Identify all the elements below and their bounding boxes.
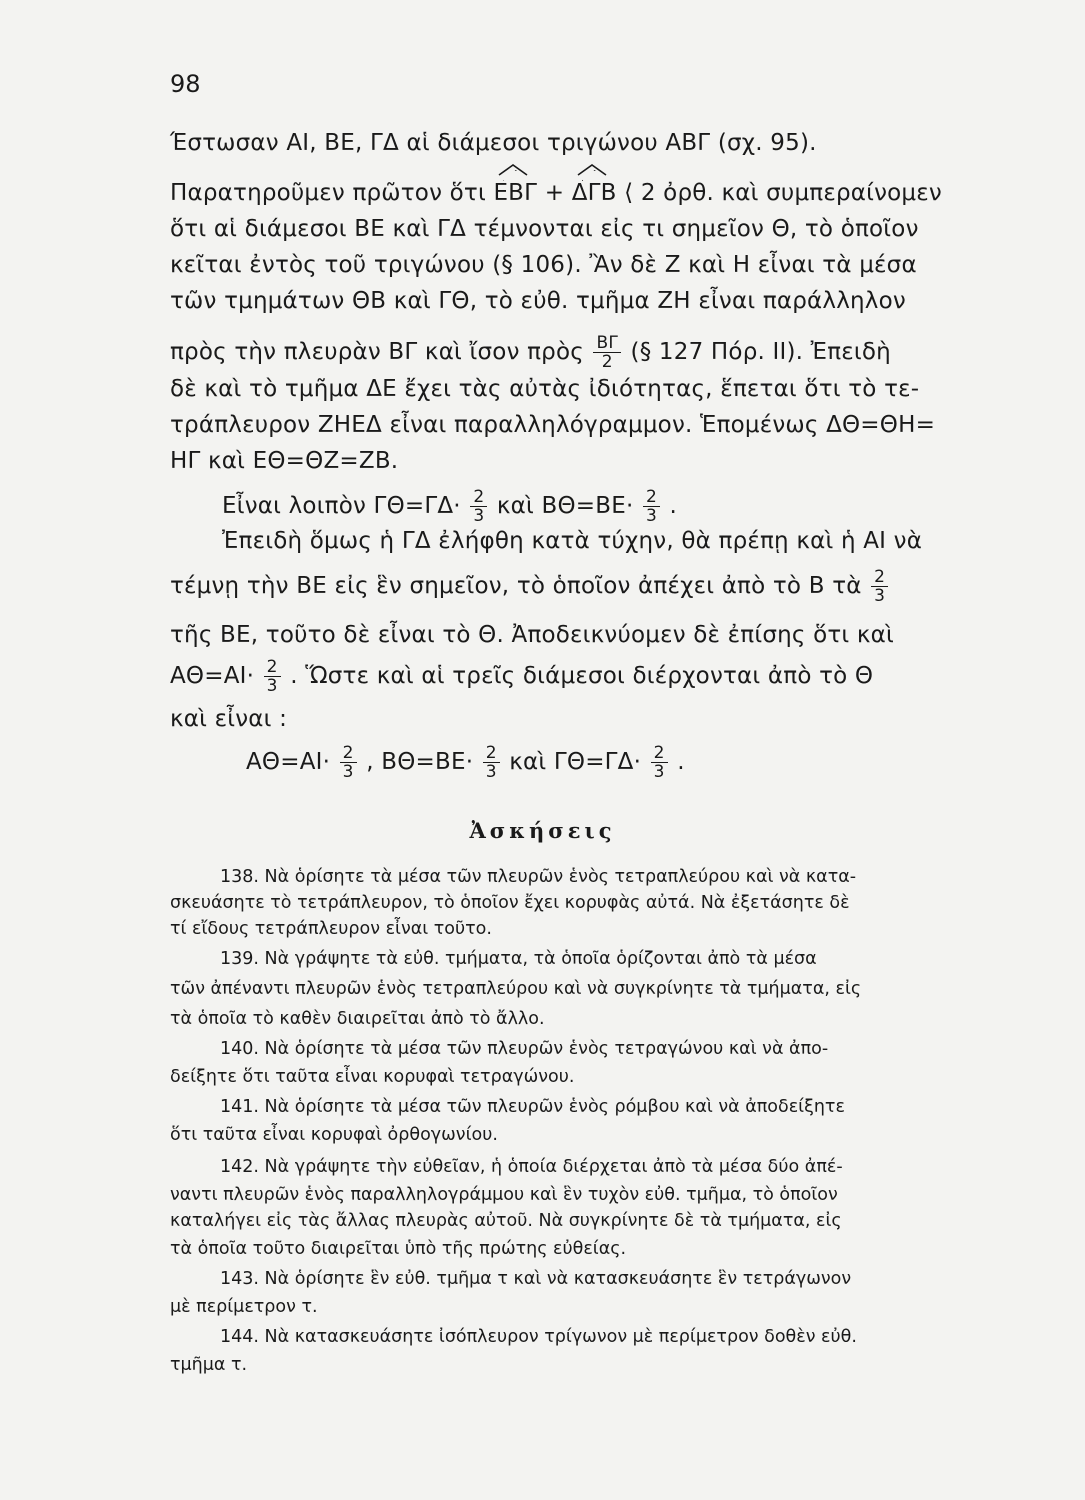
exercise-142-cont: ναντι πλευρῶν ἑνὸς παραλληλογράμμου καὶ ἓν τυχὸν εὐθ. τμῆμα, τὸ ὁποῖον — [170, 1185, 838, 1205]
text-line: ὅτι αἱ διάμεσοι ΒΕ καὶ ΓΔ τέμνονται εἰς τι σημεῖον Θ, τὸ ὁποῖον — [170, 216, 919, 242]
text-span: ⟨ 2 ὀρθ. καὶ συμπεραίνομεν — [624, 180, 942, 206]
fraction-denominator: 3 — [874, 586, 886, 606]
exercises-heading: Ἀσκήσεις — [469, 818, 616, 843]
exercise-139: 139. Νὰ γράψητε τὰ εὐθ. τμήματα, τὰ ὁποῖα ὁρίζονται ἀπὸ τὰ μέσα — [220, 949, 817, 969]
text-line: τράπλευρον ΖΗΕΔ εἶναι παραλληλόγραμμον. Ἑπομένως ΔΘ=ΘΗ= — [170, 412, 936, 438]
exercise-141-cont: ὅτι ταῦτα εἶναι κορυφαὶ ὀρθογωνίου. — [170, 1125, 498, 1145]
text-line: δὲ καὶ τὸ τμῆμα ΔΕ ἔχει τὰς αὐτὰς ἰδιότητας, ἕπεται ὅτι τὸ τε- — [170, 376, 920, 402]
exercise-139-cont: τὰ ὁποῖα τὸ καθὲν διαιρεῖται ἀπὸ τὸ ἄλλο. — [170, 1009, 545, 1029]
text-line — [170, 568, 1005, 605]
fraction-denominator: 3 — [645, 506, 658, 526]
angle-ebg — [493, 178, 537, 208]
text-span: Εἶναι λοιπὸν ΓΘ=ΓΔ· — [222, 493, 461, 519]
text-span: Παρατηροῦμεν πρῶτον ὅτι — [170, 180, 486, 206]
exercise-140: 140. Νὰ ὁρίσητε τὰ μέσα τῶν πλευρῶν ἑνὸς τετραγώνου καὶ νὰ ἀπο- — [220, 1039, 829, 1059]
fraction-numerator: 2 — [264, 658, 281, 677]
exercise-143: 143. Νὰ ὁρίσητε ἓν εὐθ. τμῆμα τ καὶ νὰ κατασκευάσητε ἓν τετράγωνον — [220, 1269, 852, 1289]
fraction-numerator: 2 — [340, 744, 357, 763]
fraction-denominator: 3 — [342, 762, 354, 782]
fraction — [593, 334, 621, 371]
fraction — [264, 658, 281, 695]
exercise-142: 142. Νὰ γράψητε τὴν εὐθεῖαν, ἡ ὁποία διέρχεται ἀπὸ τὰ μέσα δύο ἀπέ- — [220, 1157, 843, 1177]
fraction-denominator: 3 — [266, 676, 278, 696]
text-span: ΑΘ=ΑΙ· — [170, 663, 255, 689]
text-line: Εἶναι λοιπὸν ΓΘ=ΓΔ· $\frac{2}{3}$ καὶ ΒΘ=ΒΕ· $\frac{2}{3}$ . — [222, 487, 678, 526]
fraction — [483, 744, 500, 781]
fraction — [651, 744, 668, 781]
exercise-144: 144. Νὰ κατασκευάσητε ἰσόπλευρον τρίγωνον μὲ περίμετρον δοθὲν εὐθ. — [220, 1327, 857, 1347]
angle-hat-icon — [577, 164, 607, 176]
text-line: Έστωσαν ΑΙ, ΒΕ, ΓΔ αἱ διάμεσοι τριγώνου ΑΒΓ (σχ. 95). — [170, 130, 817, 156]
exercise-140-cont: δείξητε ὅτι ταῦτα εἶναι κορυφαὶ τετραγώνου. — [170, 1067, 575, 1087]
text-line — [170, 334, 1005, 371]
fraction-denominator: 3 — [653, 762, 665, 782]
formula-line: ΑΘ=ΑΙ· $\frac{2}{3}$ , ΒΘ=ΒΕ· $\frac{2}{3}$ καὶ ΓΘ=ΓΔ· $\frac{2}{3}$ . — [246, 743, 685, 782]
text-line: τῶν τμημάτων ΘΒ καὶ ΓΘ, τὸ εὐθ. τμῆμα ΖΗ εἶναι παράλληλον — [170, 288, 906, 314]
text-span: καὶ ΒΘ=ΒΕ· — [496, 493, 634, 519]
fraction — [871, 568, 888, 605]
exercise-144-cont: τμῆμα τ. — [170, 1355, 248, 1375]
fraction-numerator: ΒΓ — [593, 334, 621, 353]
text-span: πρὸς τὴν πλευρὰν ΒΓ καὶ ἴσον πρὸς — [170, 339, 584, 365]
exercise-138: 138. Νὰ ὁρίσητε τὰ μέσα τῶν πλευρῶν ἑνὸς τετραπλεύρου καὶ νὰ κατα- — [220, 867, 857, 887]
fraction-numerator: 2 — [483, 744, 500, 763]
exercise-141: 141. Νὰ ὁρίσητε τὰ μέσα τῶν πλευρῶν ἑνὸς ρόμβου καὶ νὰ ἀποδείξητε — [220, 1097, 845, 1117]
text-line: ΗΓ καὶ ΕΘ=ΘΖ=ΖΒ. — [170, 448, 399, 474]
fraction-numerator: 2 — [651, 744, 668, 763]
text-line: Ἐπειδὴ ὅμως ἡ ΓΔ ἐλήφθη κατὰ τύχην, θὰ πρέπῃ καὶ ἡ ΑΙ νὰ — [222, 528, 923, 554]
fraction — [470, 488, 487, 525]
fraction-numerator: 2 — [470, 488, 487, 507]
text-span: ΕΒΓ — [493, 180, 538, 206]
angle-hat-icon — [498, 164, 528, 176]
angle-dgb — [572, 178, 617, 208]
exercise-142-cont: τὰ ὁποῖα τοῦτο διαιρεῖται ὑπὸ τῆς πρώτης εὐθείας. — [170, 1239, 627, 1259]
fraction — [340, 744, 357, 781]
fraction — [643, 488, 660, 525]
text-span: καὶ ΓΘ=ΓΔ· — [509, 749, 642, 775]
text-span: , ΒΘ=ΒΕ· — [366, 749, 474, 775]
text-line: τῆς ΒΕ, τοῦτο δὲ εἶναι τὸ Θ. Ἀποδεικνύομεν δὲ ἐπίσης ὅτι καὶ — [170, 622, 895, 648]
text-span: ΔΓΒ — [571, 180, 617, 206]
text-line: καὶ εἶναι : — [170, 706, 288, 732]
page-number: 98 — [170, 70, 201, 98]
fraction-denominator: 3 — [485, 762, 497, 782]
text-span: . Ὥστε καὶ αἱ τρεῖς διάμεσοι διέρχονται ἀπὸ τὸ Θ — [290, 663, 874, 689]
plus-sign: + — [544, 180, 565, 206]
text-line — [170, 658, 1005, 695]
exercise-138-cont: τί εἴδους τετράπλευρον εἶναι τοῦτο. — [170, 919, 492, 939]
exercise-143-cont: μὲ περίμετρον τ. — [170, 1297, 318, 1317]
text-span: ΑΘ=ΑΙ· — [246, 749, 331, 775]
text-line: κεῖται ἐντὸς τοῦ τριγώνου (§ 106). Ἂν δὲ Ζ καὶ Η εἶναι τὰ μέσα — [170, 252, 917, 278]
text-span: τέμνῃ τὴν ΒΕ εἰς ἓν σημεῖον, τὸ ὁποῖον ἀπέχει ἀπὸ τὸ Β τὰ — [170, 573, 862, 599]
fraction-denominator: 3 — [473, 506, 485, 526]
fraction-numerator: 2 — [871, 568, 888, 587]
exercise-139-cont: τῶν ἀπέναντι πλευρῶν ἑνὸς τετραπλεύρου καὶ νὰ συγκρίνητε τὰ τμήματα, εἰς — [170, 979, 862, 999]
exercise-138-cont: σκευάσητε τὸ τετράπλευρον, τὸ ὁποῖον ἔχει κορυφὰς αὐτά. Νὰ ἐξετάσητε δὲ — [170, 893, 850, 913]
text-span: (§ 127 Πόρ. ΙΙ). Ἐπειδὴ — [630, 339, 891, 365]
fraction-numerator: 2 — [643, 488, 660, 507]
text-line — [170, 178, 1005, 208]
exercise-142-cont: καταλήγει εἰς τὰς ἄλλας πλευρὰς αὐτοῦ. Νὰ συγκρίνητε δὲ τὰ τμήματα, εἰς — [170, 1211, 842, 1231]
fraction-denominator: 2 — [601, 352, 613, 372]
